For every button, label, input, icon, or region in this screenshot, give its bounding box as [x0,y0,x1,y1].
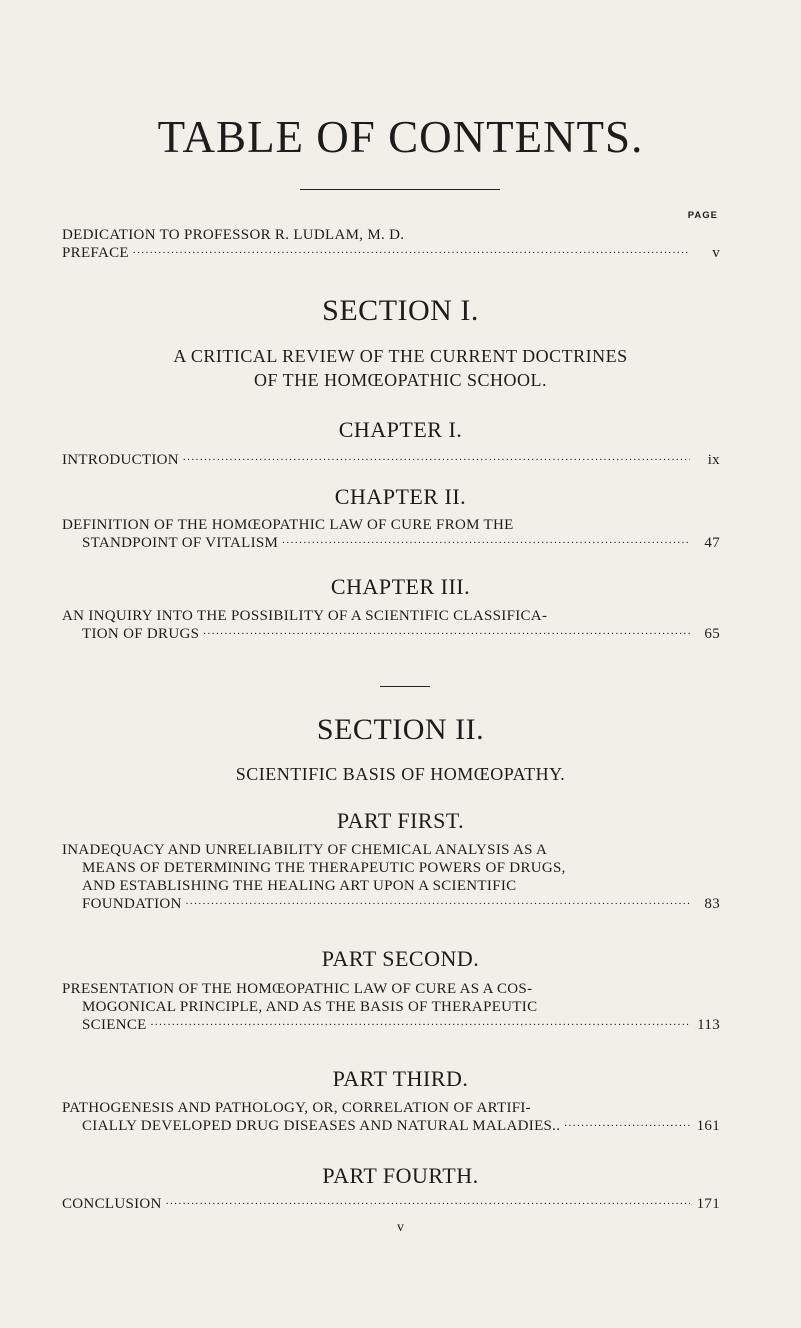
entry-text: AND ESTABLISHING THE HEALING ART UPON A SCIENTIFIC [82,878,517,894]
chapter-heading: CHAPTER III. [330,574,471,599]
page-number: ix [707,452,720,468]
page-number: v [712,245,720,261]
page-title: TABLE OF CONTENTS. [157,112,644,162]
page-folio: v [397,1220,404,1235]
entry-text: STANDPOINT OF VITALISM [82,535,279,551]
toc-entry-pathogenesis[interactable] [62,1099,720,1135]
title-rule [300,189,500,190]
section-rule [380,686,430,687]
toc-entry-definition[interactable] [62,516,720,552]
dot-leader [183,451,690,469]
page-number: 83 [704,896,720,912]
entry-text: MEANS OF DETERMINING THE THERAPEUTIC POWERS OF DRUGS, [82,860,566,876]
dot-leader [282,534,690,552]
page-number: 47 [704,535,720,551]
part-heading: PART FOURTH. [322,1163,479,1188]
dot-leader [166,1195,690,1213]
section-subtitle: OF THE HOMŒOPATHIC SCHOOL. [253,370,548,390]
toc-entry-conclusion[interactable] [62,1195,720,1213]
part-heading: PART THIRD. [332,1066,469,1091]
entry-text: PATHOGENESIS AND PATHOLOGY, OR, CORRELATION OF ARTIFI- [62,1100,531,1116]
toc-entry-introduction[interactable] [62,451,720,469]
section-subtitle: A CRITICAL REVIEW OF THE CURRENT DOCTRINES [173,346,628,366]
entry-text: DEFINITION OF THE HOMŒOPATHIC LAW OF CURE FROM THE [62,517,514,533]
dot-leader [133,244,690,262]
section-subtitle: SCIENTIFIC BASIS OF HOMŒOPATHY. [235,764,566,784]
page-number: 65 [704,626,720,642]
entry-text: FOUNDATION [82,896,182,912]
toc-entry-presentation[interactable] [62,980,720,1034]
chapter-heading: CHAPTER I. [338,417,463,442]
toc-entry-inadequacy[interactable] [62,841,720,913]
section-heading: SECTION II. [316,713,485,746]
part-heading: PART FIRST. [336,808,465,833]
dot-leader [564,1117,690,1135]
entry-text: MOGONICAL PRINCIPLE, AND AS THE BASIS OF THERAPEUTIC [82,999,538,1015]
page-number: 171 [696,1196,720,1212]
section-heading: SECTION I. [322,294,479,327]
dot-leader [151,1016,690,1034]
toc-entry-dedication[interactable] [62,226,720,262]
entry-text: INADEQUACY AND UNRELIABILITY OF CHEMICAL ANALYSIS AS A [62,842,548,858]
chapter-heading: CHAPTER II. [334,484,467,509]
entry-text: SCIENCE [82,1017,147,1033]
entry-text: CIALLY DEVELOPED DRUG DISEASES AND NATURAL MALADIES.. [82,1118,561,1134]
part-heading: PART SECOND. [321,946,480,971]
entry-text: PRESENTATION OF THE HOMŒOPATHIC LAW OF CURE AS A COS- [62,981,533,997]
page-number: 161 [696,1118,720,1134]
dot-leader [203,625,690,643]
page-number: 113 [697,1017,720,1033]
page-column-label: PAGE [687,210,718,221]
entry-text: TION OF DRUGS [82,626,200,642]
dot-leader [186,895,690,913]
entry-text: CONCLUSION [62,1196,162,1212]
entry-text: PREFACE [62,245,129,261]
entry-text: INTRODUCTION [62,452,179,468]
toc-entry-inquiry[interactable] [62,607,720,643]
entry-text: DEDICATION TO PROFESSOR R. LUDLAM, M. D. [62,227,405,243]
entry-text: AN INQUIRY INTO THE POSSIBILITY OF A SCIENTIFIC CLASSIFICA- [62,608,548,624]
